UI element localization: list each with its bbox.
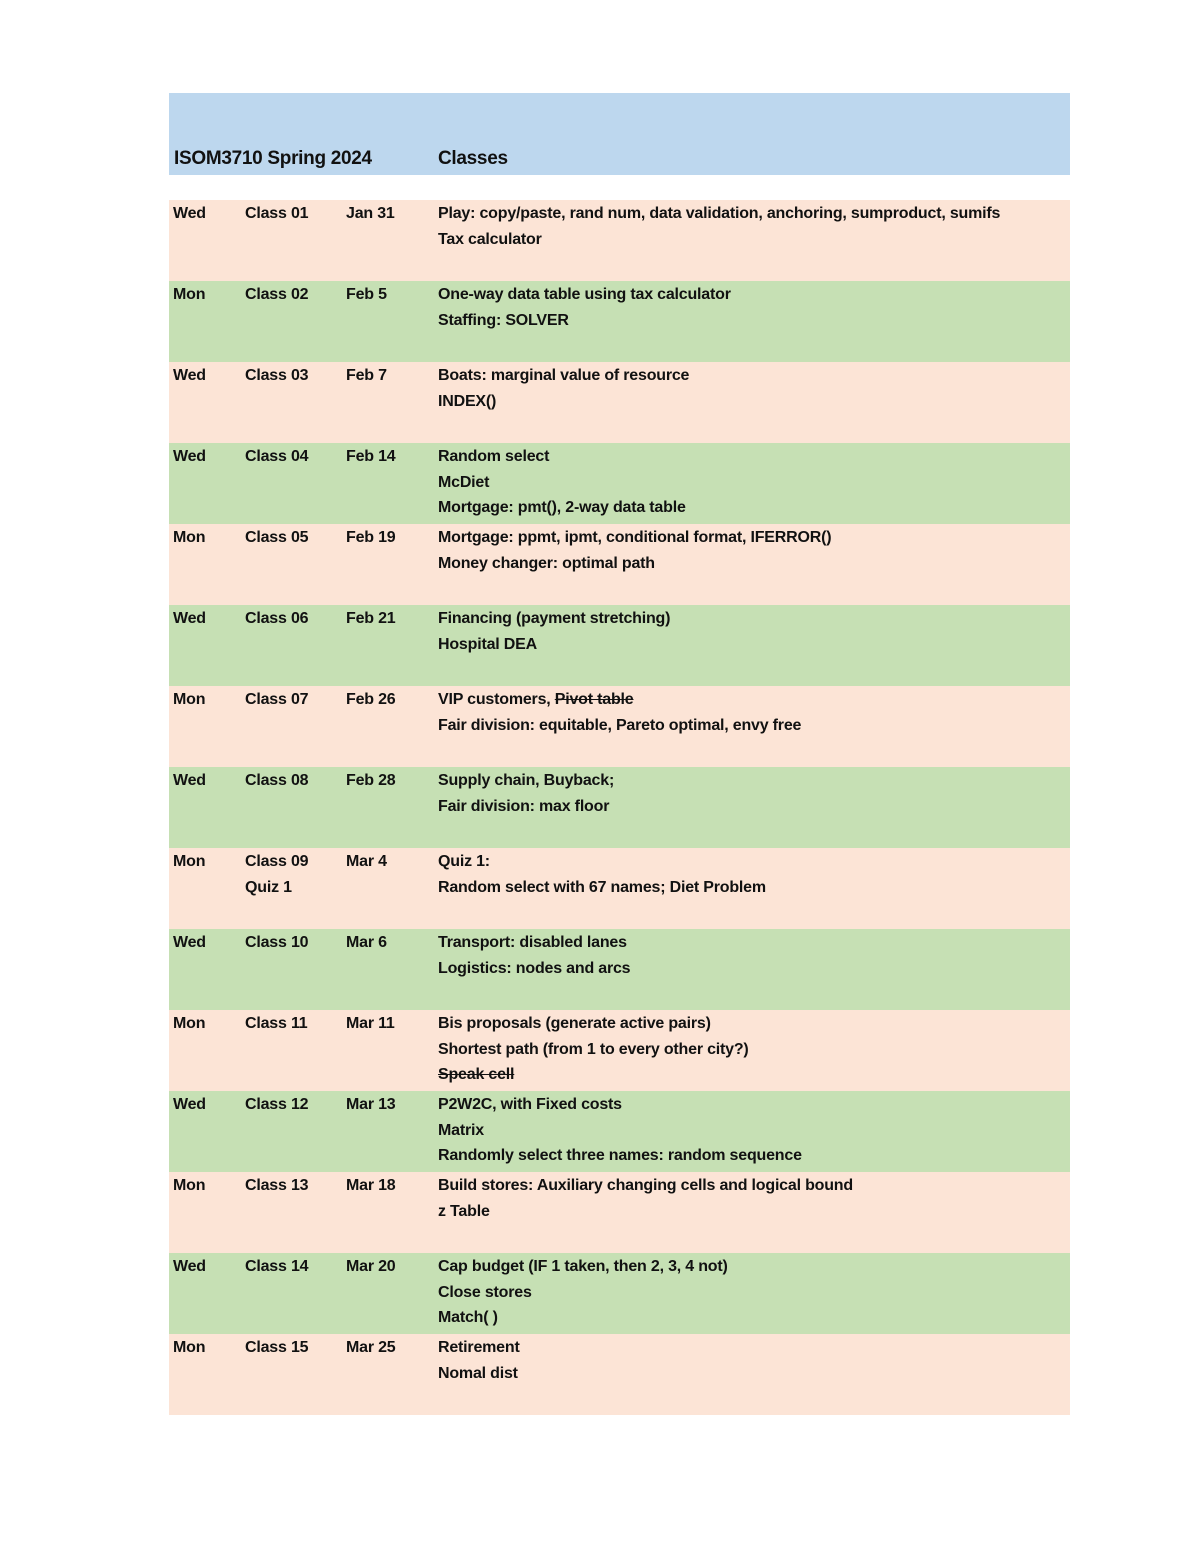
section-title: Classes [438,148,508,169]
topic-line: INDEX() [438,392,497,410]
class-cell: Class 07 [245,691,309,708]
topics-cell [438,606,1062,657]
topic-line: Random select [438,448,550,465]
topic-line: Logistics: nodes and arcs [438,959,631,977]
class-cell: Class 15 [245,1339,309,1356]
topics-cell [438,1335,1062,1386]
topic-line: Supply chain, Buyback; [438,772,615,789]
day-cell: Wed [173,205,206,222]
topic-line: Shortest path (from 1 to every other city?) [438,1040,749,1058]
day-cell: Wed [173,610,206,627]
topics-cell [438,1011,1062,1088]
day-cell: Mon [173,286,206,303]
date-cell: Feb 26 [346,691,396,708]
table-row [169,848,1070,929]
day-cell: Wed [173,367,206,384]
topic-line: Mortgage: pmt(), 2-way data table [438,499,686,516]
topic-line: z Table [438,1202,490,1220]
date-cell: Feb 5 [346,286,387,303]
topic-line: Nomal dist [438,1364,518,1382]
topics-cell [438,444,1062,521]
day-cell: Wed [173,934,206,951]
day-cell: Mon [173,529,206,546]
class-cell: Class 10 [245,934,309,951]
table-row [169,686,1070,767]
class-cell: Class 08 [245,772,309,789]
class-label: Class 09 [245,853,309,870]
topic-line: Transport: disabled lanes [438,934,627,951]
topic-text: VIP customers, [438,691,555,708]
table-row [169,1334,1070,1415]
table-row [169,1010,1070,1091]
topic-line: Cap budget (IF 1 taken, then 2, 3, 4 not) [438,1258,728,1275]
struck-topic: Pivot table [554,691,634,708]
date-cell: Mar 20 [346,1258,396,1275]
topics-cell [438,363,1062,414]
date-cell: Mar 18 [346,1177,396,1194]
topic-line: Boats: marginal value of resource [438,367,690,384]
class-cell: Class 13 [245,1177,309,1194]
date-cell: Feb 7 [346,367,387,384]
date-cell: Feb 28 [346,772,396,789]
topics-cell [438,1173,1062,1224]
topic-line: McDiet [438,473,490,491]
topic-line: Tax calculator [438,230,542,248]
topics-cell [438,768,1062,819]
topic-line: Mortgage: ppmt, ipmt, conditional format, IFERROR() [438,529,832,546]
table-row [169,443,1070,524]
topics-cell [438,930,1062,981]
topics-cell [438,687,1062,738]
table-row [169,1253,1070,1334]
day-cell: Wed [173,448,206,465]
topic-line: Hospital DEA [438,635,537,653]
table-row [169,1091,1070,1172]
table-row [169,281,1070,362]
class-cell: Class 01 [245,205,309,222]
topic-line: One-way data table using tax calculator [438,286,731,303]
table-row [169,929,1070,1010]
class-cell: Class 14 [245,1258,309,1275]
day-cell: Mon [173,1015,206,1032]
date-cell: Feb 19 [346,529,396,546]
topics-cell [438,1092,1062,1169]
topic-line: Staffing: SOLVER [438,311,569,329]
topics-cell [438,282,1062,333]
topic-line: Close stores [438,1283,532,1301]
table-row [169,524,1070,605]
topic-line: Fair division: equitable, Pareto optimal, envy free [438,716,802,734]
day-cell: Wed [173,772,206,789]
spacer-row [169,175,1070,200]
topic-line: P2W2C, with Fixed costs [438,1096,622,1113]
topic-line: Money changer: optimal path [438,554,655,572]
topic-line: Play: copy/paste, rand num, data validation, anchoring, sumproduct, sumifs [438,205,1001,222]
topics-cell [438,849,1062,900]
day-cell: Mon [173,691,206,708]
table-row [169,362,1070,443]
day-cell: Mon [173,1339,206,1356]
day-cell: Mon [173,853,206,870]
class-cell: Class 12 [245,1096,309,1113]
topic-line: Random select with 67 names; Diet Problem [438,878,766,896]
header-band [169,93,1070,175]
date-cell: Jan 31 [346,205,395,222]
date-cell: Feb 21 [346,610,396,627]
day-cell: Wed [173,1258,206,1275]
class-note: Quiz 1 [245,878,292,896]
course-title: ISOM3710 Spring 2024 [174,148,372,169]
topic-line: Matrix [438,1121,484,1139]
table-row [169,200,1070,281]
topic-line: Match( ) [438,1309,498,1326]
topic-line: Financing (payment stretching) [438,610,671,627]
topic-line: Bis proposals (generate active pairs) [438,1015,711,1032]
topic-line: Retirement [438,1339,520,1356]
class-cell [245,849,308,900]
struck-topic: Speak cell [438,1066,515,1083]
topic-line: Randomly select three names: random sequence [438,1147,802,1164]
date-cell: Mar 11 [346,1015,395,1032]
table-row [169,1172,1070,1253]
date-cell: Mar 25 [346,1339,396,1356]
topics-cell [438,525,1062,576]
topics-cell [438,1254,1062,1331]
class-cell: Class 06 [245,610,309,627]
topic-line: Quiz 1: [438,853,490,870]
class-cell: Class 11 [245,1015,308,1032]
topics-cell [438,201,1062,252]
table-row [169,605,1070,686]
day-cell: Mon [173,1177,206,1194]
date-cell: Mar 6 [346,934,387,951]
class-cell: Class 05 [245,529,309,546]
day-cell: Wed [173,1096,206,1113]
date-cell: Feb 14 [346,448,396,465]
class-cell: Class 04 [245,448,309,465]
table-row [169,767,1070,848]
topic-line: Build stores: Auxiliary changing cells and logical bound [438,1177,853,1194]
class-cell: Class 03 [245,367,309,384]
date-cell: Mar 13 [346,1096,396,1113]
topic-line [438,687,1062,713]
topic-line: Fair division: max floor [438,797,610,815]
schedule-sheet [169,93,1070,1415]
class-cell: Class 02 [245,286,309,303]
date-cell: Mar 4 [346,853,387,870]
